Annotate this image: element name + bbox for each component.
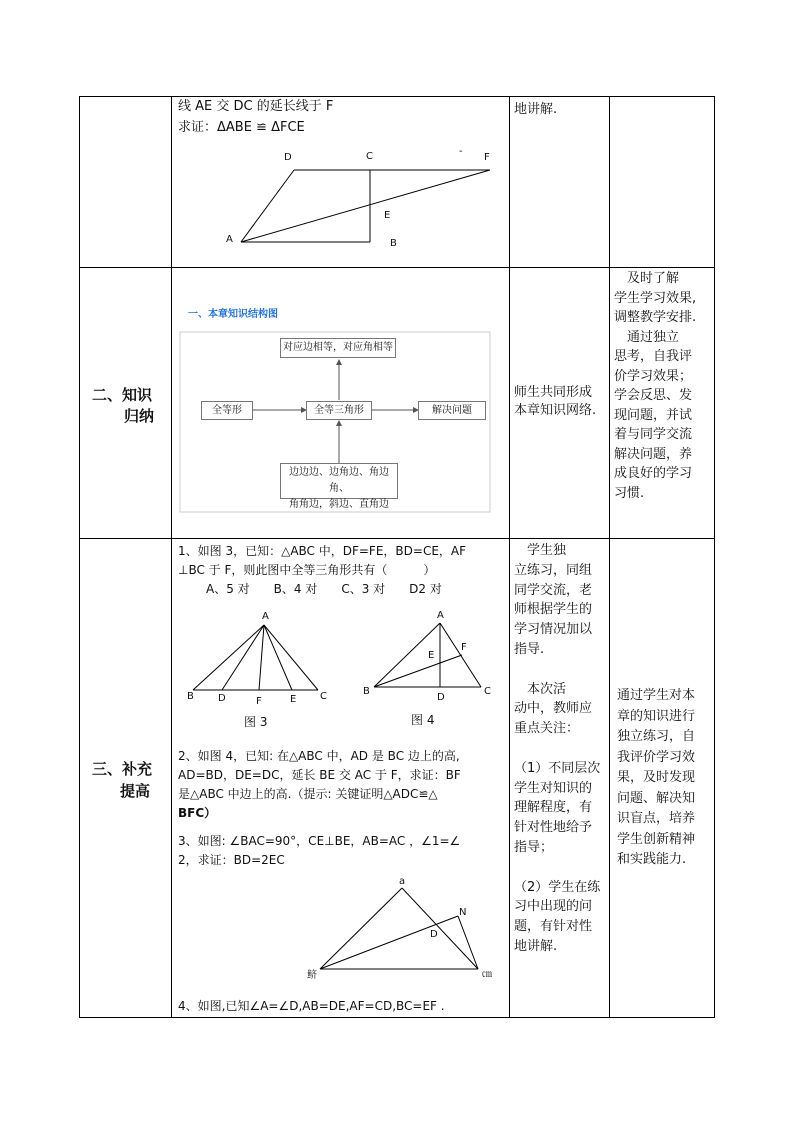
text-line: （1）不同层次 bbox=[514, 760, 601, 776]
text-line: 学生学习效果, bbox=[614, 290, 697, 306]
point-label: D bbox=[437, 692, 445, 703]
text-line: 同学交流，老 bbox=[514, 582, 593, 598]
teacher-activity bbox=[514, 541, 600, 957]
figure-caption: 图 4 bbox=[411, 713, 435, 727]
point-label: D bbox=[218, 693, 226, 704]
knowledge-map-title: 一、本章知识结构图 bbox=[188, 309, 278, 320]
text-line: 学生创新精神 bbox=[617, 831, 696, 847]
text-line: 习中出现的问 bbox=[514, 899, 593, 915]
text-line: 价学习效果； bbox=[614, 368, 693, 384]
problem-line: 线 AE 交 DC 的延长线于 F bbox=[178, 99, 334, 114]
question-4: 4、如图,已知∠A=∠D,AB=DE,AF=CD,BC=EF . bbox=[178, 999, 445, 1013]
text-line: 题，有针对性 bbox=[514, 919, 593, 935]
text-line: 思考，自我评 bbox=[614, 349, 693, 364]
teacher-activity: 地讲解. bbox=[514, 102, 558, 117]
text-line: 我评价学习效 bbox=[617, 749, 696, 765]
box-solve-problems: 解决问题 bbox=[418, 401, 486, 420]
point-label: B bbox=[363, 686, 370, 697]
text-line: 针对性地给予 bbox=[514, 820, 593, 836]
point-label: E bbox=[428, 650, 435, 661]
point-label: F bbox=[256, 696, 262, 707]
point-label: B bbox=[187, 691, 194, 702]
question-options: A、5 对 B、4 对 C、3 对 D2 对 bbox=[206, 582, 442, 596]
text-line: 习惯. bbox=[614, 485, 645, 501]
text-line: 着与同学交流 bbox=[614, 427, 693, 442]
activity-line: 师生共同形成 bbox=[514, 385, 593, 400]
text-line: 师根据学生的 bbox=[514, 602, 593, 618]
question-line: 1、如图 3，已知：△ABC 中，DF=FE，BD=CE，AF bbox=[178, 544, 467, 558]
point-label: N bbox=[459, 907, 467, 918]
text-line: 动中，教师应 bbox=[514, 701, 593, 717]
question-line: 是△ABC 中边上的高.（提示: 关键证明△ADC≌△ bbox=[178, 787, 438, 801]
box-criteria-line: 边边边、边角边、角边角、 bbox=[289, 467, 389, 494]
text-line: 调整教学安排. bbox=[614, 310, 697, 325]
point-label: D bbox=[430, 929, 438, 940]
point-label: F bbox=[484, 152, 490, 163]
point-label: E bbox=[384, 210, 391, 221]
text-line: 通过学生对本 bbox=[617, 688, 696, 703]
section-title: 二、知识 bbox=[92, 386, 153, 404]
question-line: 2，求证：BD=2EC bbox=[178, 853, 285, 867]
text-line: 学会反思、发 bbox=[614, 388, 693, 403]
text-line: 章的知识进行 bbox=[617, 708, 696, 724]
section-title: 提高 bbox=[120, 782, 151, 800]
text-line: 现问题，并试 bbox=[614, 407, 693, 423]
text-line: 和实践能力. bbox=[617, 852, 687, 867]
problem-prove: 求证：ΔABE ≌ ΔFCE bbox=[178, 120, 305, 135]
box-congruent-triangles: 全等三角形 bbox=[306, 401, 372, 420]
point-label: C bbox=[484, 686, 491, 697]
question-line: 2、如图 4，已知: 在△ABC 中，AD 是 BC 边上的高, bbox=[178, 749, 460, 763]
point-label: D bbox=[284, 152, 292, 163]
point-label: - bbox=[459, 146, 463, 157]
text-line: 学生对知识的 bbox=[514, 780, 593, 796]
box-correspondence: 对应边相等，对应角相等 bbox=[280, 338, 396, 358]
figure-caption: 图 3 bbox=[244, 715, 268, 729]
text-line: 通过独立 bbox=[614, 329, 680, 345]
text-line: 解决问题，养 bbox=[614, 446, 693, 462]
text-line: 果，及时发现 bbox=[617, 770, 696, 785]
text-line: 成良好的学习 bbox=[614, 466, 693, 481]
point-label: 鲚 bbox=[307, 970, 317, 981]
activity-line: 本章知识网络. bbox=[514, 403, 597, 418]
text-line: 指导； bbox=[514, 839, 554, 855]
point-label: a bbox=[399, 876, 406, 887]
question-line: 3、如图: ∠BAC=90°，CE⊥BE，AB=AC ，∠1=∠ bbox=[178, 834, 461, 848]
text-line: 理解程度，有 bbox=[514, 800, 593, 816]
text-line: 本次活 bbox=[514, 681, 567, 697]
text-line bbox=[514, 739, 600, 759]
design-intent bbox=[617, 686, 695, 871]
point-label: A bbox=[262, 611, 269, 622]
text-line: 识盲点，培养 bbox=[617, 811, 696, 826]
text-line bbox=[514, 858, 600, 878]
text-line: 指导. bbox=[514, 641, 545, 657]
section-title: 归纳 bbox=[124, 407, 155, 425]
point-label: ㎝ bbox=[482, 969, 492, 980]
text-line: 立练习，同组 bbox=[514, 562, 593, 578]
question-line: AD=BD，DE=DC，延长 BE 交 AC 于 F，求证：BF bbox=[178, 768, 461, 782]
point-label: F bbox=[461, 642, 467, 653]
text-line: 学习情况加以 bbox=[514, 622, 593, 638]
text-line: 重点关注： bbox=[514, 721, 580, 737]
text-line bbox=[514, 660, 600, 680]
section-title: 三、补充 bbox=[92, 760, 153, 778]
question-line: ⊥BC 于 F，则此图中全等三角形共有（ ） bbox=[178, 563, 436, 577]
text-line: （2）学生在练 bbox=[514, 879, 601, 895]
box-criteria-line: 角角边，斜边、直角边 bbox=[289, 499, 389, 510]
point-label: A bbox=[437, 610, 444, 621]
point-label: E bbox=[290, 694, 297, 705]
point-label: C bbox=[320, 691, 327, 702]
point-label: B bbox=[390, 238, 397, 249]
text-line: 学生独 bbox=[514, 543, 567, 558]
text-line: 地讲解. bbox=[514, 938, 558, 954]
box-congruent-shapes: 全等形 bbox=[201, 401, 253, 420]
point-label: A bbox=[226, 234, 233, 245]
point-label: C bbox=[366, 151, 373, 162]
question-line: BFC） bbox=[178, 806, 217, 820]
text-line: 及时了解 bbox=[614, 271, 680, 286]
text-line: 问题、解决知 bbox=[617, 790, 696, 806]
text-line: 独立练习，自 bbox=[617, 729, 696, 744]
